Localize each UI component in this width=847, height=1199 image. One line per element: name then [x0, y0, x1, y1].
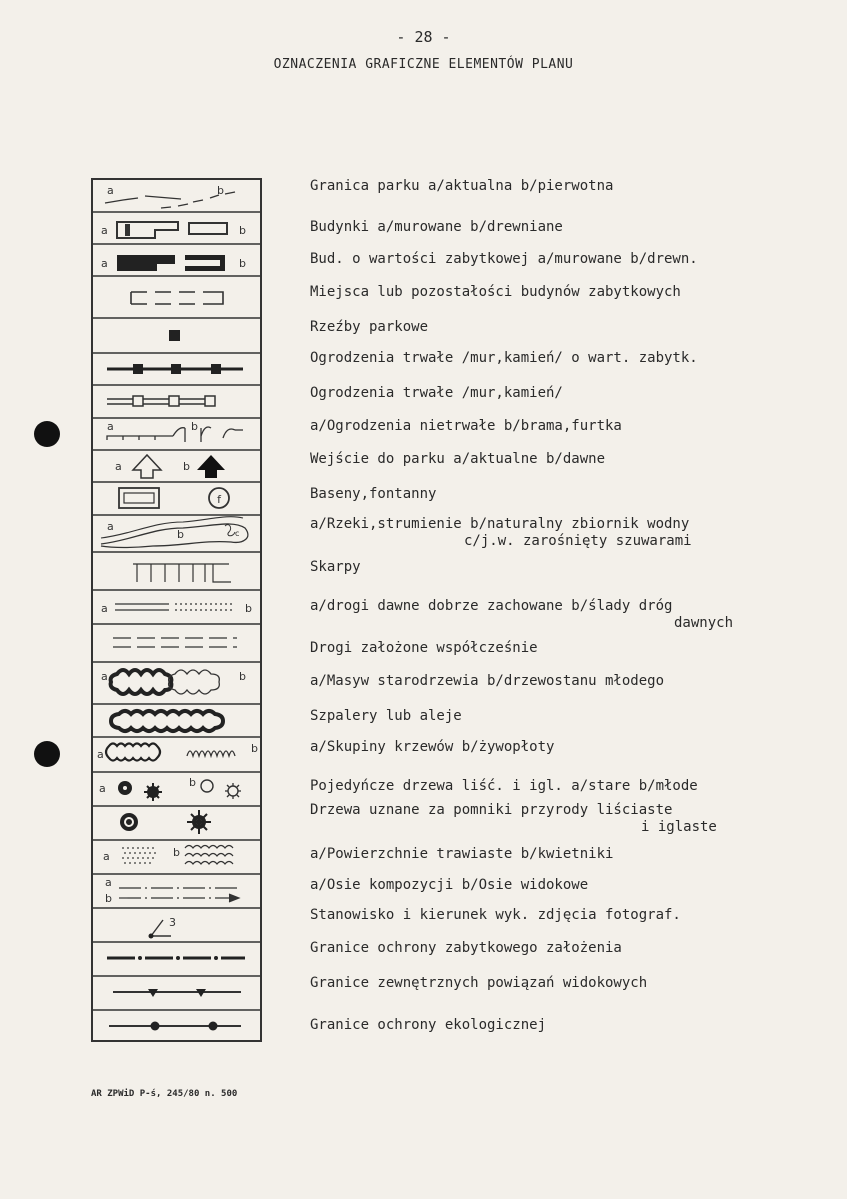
- svg-text:f: f: [217, 493, 221, 506]
- legend-row: Ogrodzenia trwałe /mur,kamień/: [310, 385, 563, 401]
- legend-row: Pojedyńcze drzewa liść. i igl. a/stare b/młode: [310, 778, 698, 794]
- legend-row: Szpalery lub aleje: [310, 708, 462, 724]
- legend-symbol-column: [91, 178, 262, 1042]
- legend-row: Granica parku a/aktualna b/pierwotna: [310, 178, 614, 194]
- entrance-symbol: [115, 455, 225, 478]
- label-a: a: [97, 748, 104, 761]
- binder-hole-bottom: [34, 741, 60, 767]
- fence-historic-symbol: [107, 364, 243, 374]
- label-a: a: [107, 520, 114, 533]
- axes-symbol: [105, 876, 239, 905]
- legend-row: Granice zewnętrznych powiązań widokowych: [310, 975, 648, 991]
- svg-text:c: c: [235, 529, 240, 538]
- legend-row: a/Rzeki,strumienie b/naturalny zbiornik wodny c/j.w. zarośnięty szuwarami: [310, 516, 692, 549]
- binder-hole-top: [34, 421, 60, 447]
- legend-row: Miejsca lub pozostałości budynów zabytkowych: [310, 284, 681, 300]
- label-b: b: [245, 602, 252, 615]
- photo-number: 3: [169, 916, 176, 929]
- fence-temporary-symbol: [107, 420, 243, 442]
- footer-note: AR ZPWiD P-ś, 245/80 n. 500: [91, 1089, 238, 1099]
- legend-row: a/Skupiny krzewów b/żywopłoty: [310, 739, 555, 755]
- legend-row: Skarpy: [310, 559, 361, 575]
- legend-row: Baseny,fontanny: [310, 486, 437, 502]
- legend-row: Budynki a/murowane b/drewniane: [310, 219, 563, 235]
- modern-roads-symbol: [113, 638, 237, 647]
- alleys-symbol: [111, 711, 223, 731]
- legend-row: Drogi założone współcześnie: [310, 640, 538, 656]
- label-a: a: [115, 460, 122, 473]
- label-a: a: [101, 224, 108, 237]
- legend-row: a/Masyw starodrzewia b/drzewostanu młodego: [310, 673, 665, 689]
- old-roads-symbol: [101, 602, 252, 615]
- label-a: a: [103, 850, 110, 863]
- legend-row: Ogrodzenia trwałe /mur,kamień/ o wart. zabytk.: [310, 350, 698, 366]
- escarpments-symbol: [133, 564, 231, 582]
- shrubs-symbol: [97, 742, 258, 761]
- label-a: a: [101, 670, 108, 683]
- tree-mass-symbol: [101, 670, 246, 694]
- fence-permanent-symbol: [107, 396, 215, 406]
- label-a: a: [107, 420, 114, 433]
- legend-row: Drzewa uznane za pomniki przyrody liściaste i iglaste: [310, 802, 717, 835]
- label-a: a: [101, 602, 108, 615]
- ecological-boundary-symbol: [109, 1022, 241, 1031]
- rivers-symbol: [101, 517, 248, 548]
- legend-row: Granice ochrony ekologicznej: [310, 1017, 547, 1033]
- label-b: b: [177, 528, 184, 541]
- sculptures-symbol: [169, 330, 180, 341]
- legend-row: a/Osie kompozycji b/Osie widokowe: [310, 877, 589, 893]
- legend-row: Rzeźby parkowe: [310, 319, 429, 335]
- legend-symbols: [93, 180, 260, 1040]
- label-b: b: [239, 224, 246, 237]
- protection-boundary-symbol: [107, 956, 245, 960]
- park-boundary-symbol: [105, 184, 235, 208]
- label-a: a: [101, 257, 108, 270]
- label-b: b: [173, 846, 180, 859]
- legend-row: Stanowisko i kierunek wyk. zdjęcia fotograf.: [310, 907, 681, 923]
- label-b: b: [183, 460, 190, 473]
- single-trees-symbol: [99, 776, 241, 801]
- legend-row: a/drogi dawne dobrze zachowane b/ślady dróg dawnych: [310, 598, 734, 631]
- page-title: OZNACZENIA GRAFICZNE ELEMENTÓW PLANU: [273, 57, 574, 72]
- label-b: b: [239, 670, 246, 683]
- building-remains-symbol: [131, 292, 223, 304]
- legend-row: a/Ogrodzenia nietrwałe b/brama,furtka: [310, 418, 622, 434]
- label-b: b: [239, 257, 246, 270]
- label-b: b: [251, 742, 258, 755]
- label-b: b: [191, 420, 198, 433]
- buildings-symbol: [101, 222, 246, 238]
- photo-point-symbol: [149, 916, 177, 939]
- lawns-symbol: [103, 846, 233, 865]
- legend-row: Wejście do parku a/aktualne b/dawne: [310, 451, 606, 467]
- legend-row: Granice ochrony zabytkowego założenia: [310, 940, 622, 956]
- legend-row: Bud. o wartości zabytkowej a/murowane b/drewn.: [310, 251, 698, 267]
- legend-row: a/Powierzchnie trawiaste b/kwietniki: [310, 846, 614, 862]
- label-a: a: [99, 782, 106, 795]
- historic-buildings-symbol: [101, 255, 246, 271]
- label-b: b: [105, 892, 112, 905]
- monument-trees-symbol: [120, 810, 211, 834]
- label-b: b: [217, 184, 224, 197]
- label-a: a: [105, 876, 112, 889]
- page-number: - 28 -: [396, 28, 451, 46]
- view-boundary-symbol: [113, 989, 241, 997]
- label-b: b: [189, 776, 196, 789]
- label-a: a: [107, 184, 114, 197]
- pools-symbol: [119, 488, 229, 508]
